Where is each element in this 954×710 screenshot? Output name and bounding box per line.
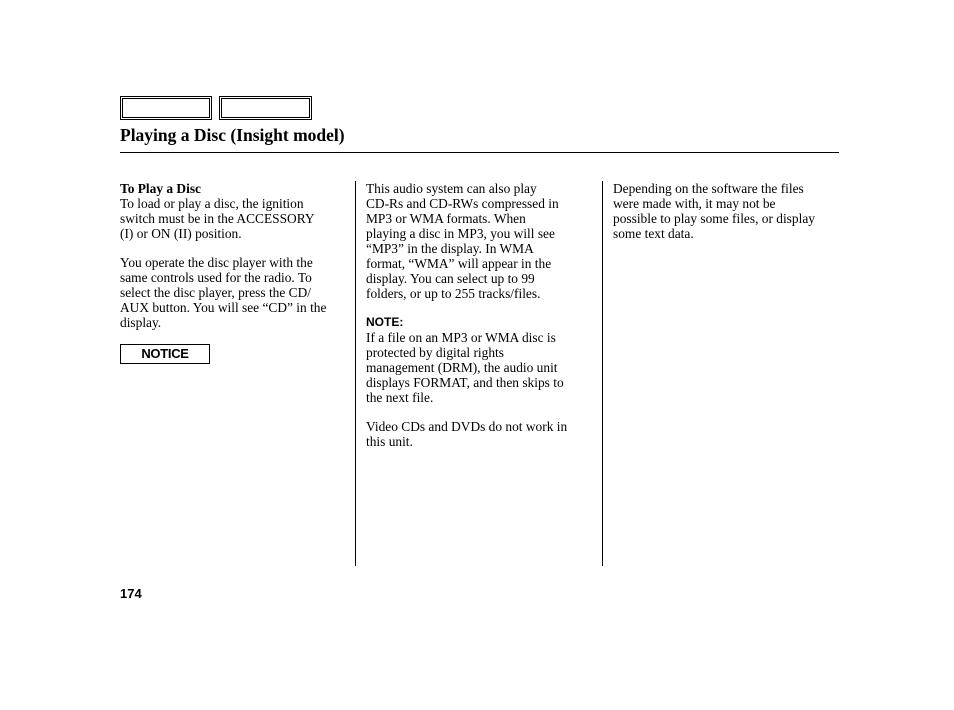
page-number: 174 [120,586,142,601]
text-line: protected by digital rights [366,345,504,360]
text-line: Video CDs and DVDs do not work in [366,419,568,434]
text-line: CD-Rs and CD-RWs compressed in [366,196,559,211]
text-line: (I) or ON (II) position. [120,226,242,241]
text-line: some text data. [613,226,694,241]
title-rule [120,152,839,153]
column-divider [602,181,603,566]
text-line: this unit. [366,434,413,449]
text-line: display. [120,315,162,330]
text-line: switch must be in the ACCESSORY [120,211,315,226]
column-1 [120,181,348,330]
text-line: MP3 or WMA formats. When [366,211,526,226]
text-line: If a file on an MP3 or WMA disc is [366,330,556,345]
text-line: playing a disc in MP3, you will see [366,226,555,241]
column-divider [355,181,356,566]
text-line: possible to play some files, or display [613,211,815,226]
text-line: displays FORMAT, and then skips to [366,375,564,390]
text-line: This audio system can also play [366,181,537,196]
text-line: select the disc player, press the CD/ [120,285,311,300]
text-line: AUX button. You will see “CD” in the [120,300,327,315]
text-line: management (DRM), the audio unit [366,360,558,375]
text-line: the next file. [366,390,434,405]
text-line: You operate the disc player with the [120,255,313,270]
text-line: “MP3” in the display. In WMA [366,241,534,256]
text-line: Depending on the software the files [613,181,804,196]
text-line: were made with, it may not be [613,196,776,211]
page-title: Playing a Disc (Insight model) [120,125,345,145]
nav-box-previous[interactable] [120,96,212,120]
nav-box-next[interactable] [219,96,312,120]
column-3 [613,181,841,241]
text-line: display. You can select up to 99 [366,271,535,286]
text-line: same controls used for the radio. To [120,270,312,285]
column-2 [366,181,594,449]
text-line: folders, or up to 255 tracks/files. [366,286,541,301]
note-label: NOTE: [366,315,404,329]
notice-badge[interactable]: NOTICE [120,344,210,364]
text-line: format, “WMA” will appear in the [366,256,552,271]
subheading-to-play-a-disc: To Play a Disc [120,181,201,196]
text-line: To load or play a disc, the ignition [120,196,304,211]
